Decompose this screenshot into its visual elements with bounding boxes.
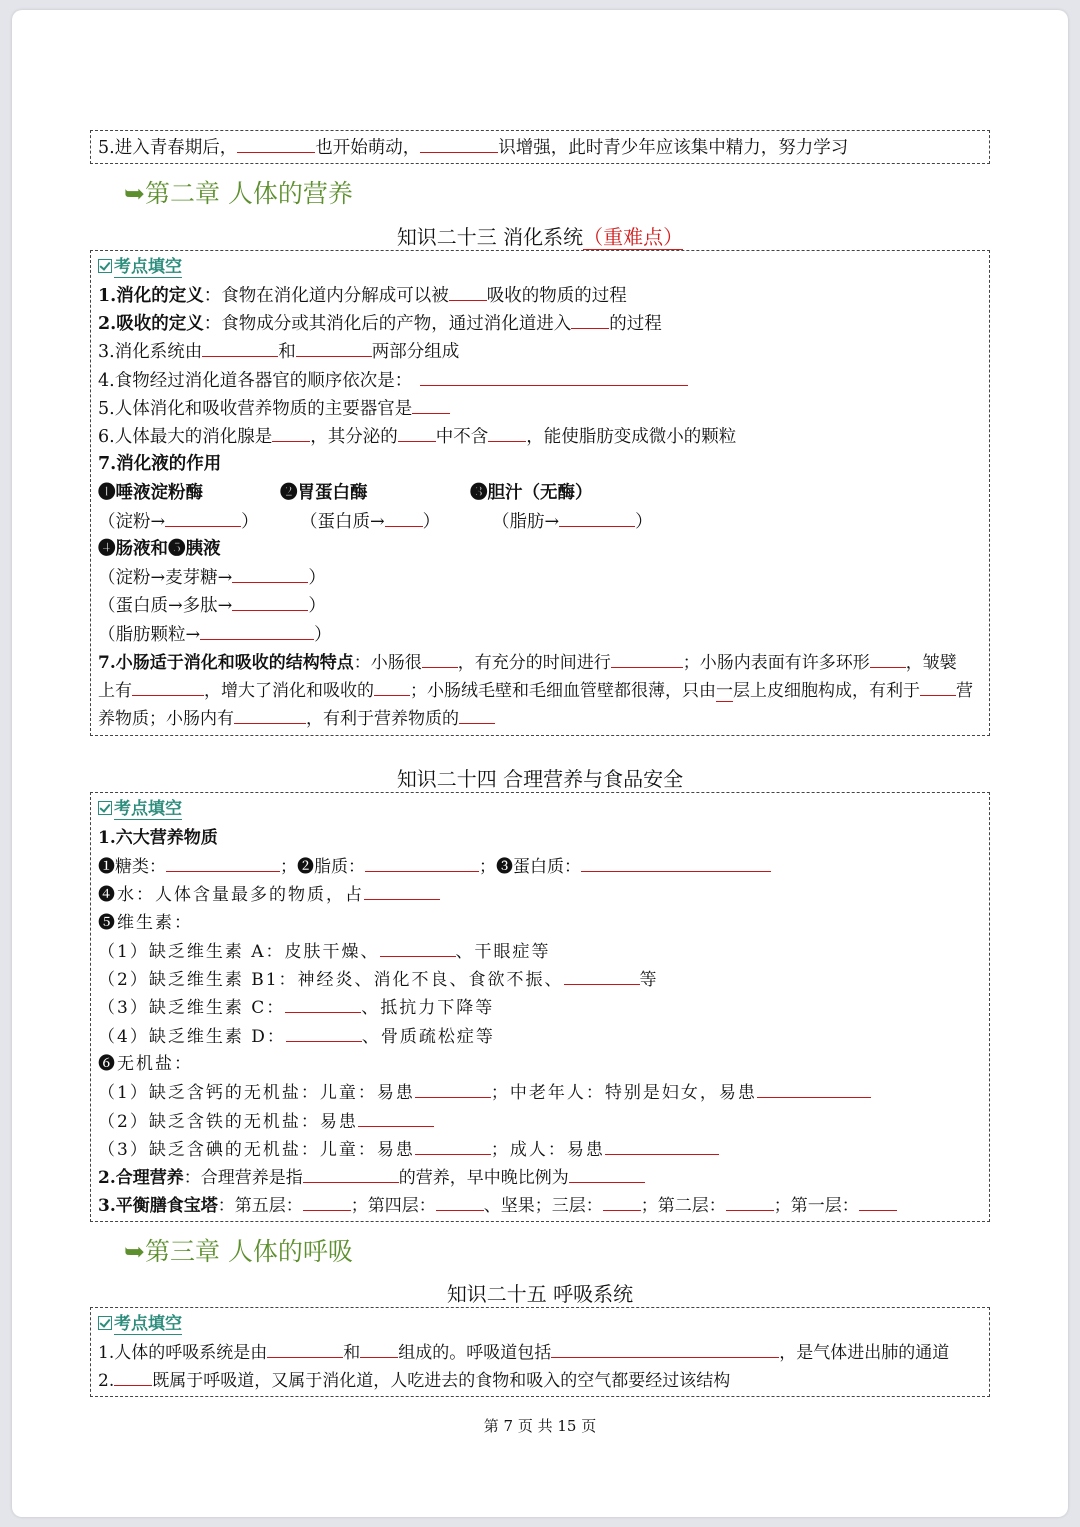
checkbox-icon: [98, 259, 112, 273]
blank[interactable]: [412, 394, 450, 414]
enzyme-45-line-2: （蛋白质→多肽→ ）: [98, 591, 326, 620]
arrow-icon: ➥: [124, 1237, 145, 1266]
kaodian-label: 考点填空: [98, 253, 182, 281]
enzyme-3-title: ❸胆汁（无酶）: [470, 483, 593, 503]
iron-line: （2）缺乏含铁的无机盐：易患: [98, 1107, 434, 1136]
blank[interactable]: [603, 1191, 641, 1211]
s24-line-1: 1.六大营养物质: [98, 828, 218, 848]
blank[interactable]: [232, 591, 308, 611]
blank[interactable]: [385, 507, 423, 527]
blank[interactable]: [569, 1163, 645, 1183]
s23-line-4: 4.食物经过消化道各器官的顺序依次是：: [98, 366, 688, 395]
blank[interactable]: [415, 1078, 491, 1098]
kaodian-label: 考点填空: [98, 795, 182, 823]
blank[interactable]: [272, 422, 310, 442]
enzyme-45-title: ❹肠液和❺胰液: [98, 539, 221, 559]
small-intestine-line-3: 养物质；小肠内有 ，有利于营养物质的: [98, 704, 495, 733]
blank[interactable]: [132, 676, 204, 696]
blank[interactable]: [286, 1022, 362, 1042]
blank[interactable]: [726, 1191, 774, 1211]
blank[interactable]: [166, 852, 280, 872]
blank[interactable]: [870, 648, 906, 668]
s24-line-3: ❹水：人体含量最多的物质，占: [98, 880, 440, 909]
kaodian-label: 考点填空: [98, 1310, 182, 1338]
puberty-line: 5.进入青春期后， 也开始萌动， 识增强，此时青少年应该集中精力，努力学习: [98, 133, 848, 162]
checkbox-icon: [98, 1316, 112, 1330]
chapter-2-heading: ➥第二章 人体的营养: [124, 179, 353, 208]
balanced-nutrition-line: 2.合理营养：合理营养是指 的营养，早中晚比例为: [98, 1163, 645, 1192]
blank[interactable]: [296, 337, 372, 357]
blank[interactable]: [200, 620, 314, 640]
s24-line-5: ❻无机盐：: [98, 1054, 193, 1074]
s23-line-3: 3.消化系统由 和 两部分组成: [98, 337, 459, 366]
blank[interactable]: [422, 648, 458, 668]
blank[interactable]: [571, 309, 609, 329]
enzyme-1-product: （淀粉→ ）: [98, 507, 259, 536]
enzyme-2-product: （蛋白质→ ）: [300, 507, 440, 536]
blank[interactable]: [237, 133, 315, 153]
blank[interactable]: [581, 852, 771, 872]
blank[interactable]: [303, 1191, 351, 1211]
calcium-line: （1）缺乏含钙的无机盐：儿童：易患 ；中老年人：特别是妇女，易患: [98, 1078, 871, 1107]
section-23-title: 知识二十三 消化系统（重难点）: [396, 225, 684, 249]
section-25-title: 知识二十五 呼吸系统: [446, 1282, 634, 1306]
blank[interactable]: [605, 1135, 719, 1155]
blank[interactable]: [449, 281, 487, 301]
enzyme-1-title: ❶唾液淀粉酶: [98, 483, 203, 503]
s23-line-2: 2.吸收的定义：食物成分或其消化后的产物，通过消化道进入 的过程: [98, 309, 662, 338]
chapter-3-heading: ➥第三章 人体的呼吸: [124, 1237, 353, 1266]
vitamin-b1-line: （2）缺乏维生素 B1：神经炎、消化不良、食欲不振、 等: [98, 965, 659, 994]
food-pyramid-line: 3.平衡膳食宝塔：第五层： ；第四层： 、坚果；三层： ；第二层： ；第一层：: [98, 1191, 897, 1220]
blank[interactable]: [358, 1107, 434, 1127]
s25-line-1: 1.人体的呼吸系统是由 和 组成的。呼吸道包括 ，是气体进出肺的通道: [98, 1338, 949, 1367]
blank[interactable]: [551, 1338, 779, 1358]
blank[interactable]: [488, 422, 526, 442]
enzyme-3-product: （脂肪→ ）: [492, 507, 653, 536]
enzyme-2-title: ❷胃蛋白酶: [280, 483, 368, 503]
vitamin-c-line: （3）缺乏维生素 C： 、抵抗力下降等: [98, 993, 494, 1022]
blank[interactable]: [398, 422, 436, 442]
vitamin-d-line: （4）缺乏维生素 D： 、骨质疏松症等: [98, 1022, 495, 1051]
s23-line-6: 6.人体最大的消化腺是 ，其分泌的 中不含 ，能使脂肪变成微小的颗粒: [98, 422, 736, 451]
arrow-icon: ➥: [124, 179, 145, 208]
small-intestine-line-1: 7.小肠适于消化和吸收的结构特点：小肠很 ，有充分的时间进行 ；小肠内表面有许多环形 ，皱襞: [98, 648, 957, 677]
blank[interactable]: [920, 676, 956, 696]
s25-line-2: 2. 既属于呼吸道，又属于消化道，人吃进去的食物和吸入的空气都要经过该结构: [98, 1366, 730, 1395]
blank[interactable]: [232, 563, 308, 583]
blank[interactable]: [234, 704, 306, 724]
vitamin-a-line: （1）缺乏维生素 A：皮肤干燥、 、干眼症等: [98, 937, 551, 966]
blank[interactable]: [267, 1338, 343, 1358]
s23-line-7: 7.消化液的作用: [98, 454, 222, 474]
s23-line-5: 5.人体消化和吸收营养物质的主要器官是: [98, 394, 450, 423]
blank[interactable]: [365, 852, 479, 872]
page-footer: 第 7 页 共 15 页: [483, 1417, 597, 1435]
s24-line-2: ❶糖类： ；❷脂质： ；❸蛋白质：: [98, 852, 771, 881]
blank[interactable]: [859, 1191, 897, 1211]
blank[interactable]: [420, 133, 498, 153]
section-24-title: 知识二十四 合理营养与食品安全: [396, 767, 684, 791]
blank[interactable]: [364, 880, 440, 900]
blank[interactable]: [374, 676, 410, 696]
blank[interactable]: [360, 1338, 398, 1358]
checkbox-icon: [98, 801, 112, 815]
enzyme-45-line-1: （淀粉→麦芽糖→ ）: [98, 563, 326, 592]
blank[interactable]: [559, 507, 635, 527]
blank[interactable]: [757, 1078, 871, 1098]
blank[interactable]: [380, 937, 456, 957]
iodine-line: （3）缺乏含碘的无机盐：儿童：易患 ；成人：易患: [98, 1135, 719, 1164]
key-point-tag: （重难点）: [583, 225, 684, 249]
enzyme-45-line-3: （脂肪颗粒→ ）: [98, 620, 332, 649]
blank[interactable]: [114, 1366, 152, 1386]
blank[interactable]: [611, 648, 683, 668]
blank[interactable]: [303, 1163, 399, 1183]
blank[interactable]: [564, 965, 640, 985]
small-intestine-line-2: 上有 ，增大了消化和吸收的 ；小肠绒毛壁和毛细血管壁都很薄，只由一层上皮细胞构成，有利于 营: [98, 676, 973, 705]
blank[interactable]: [285, 993, 361, 1013]
blank[interactable]: [165, 507, 241, 527]
blank[interactable]: [459, 704, 495, 724]
blank[interactable]: [420, 366, 688, 386]
blank[interactable]: [202, 337, 278, 357]
s23-line-1: 1.消化的定义：食物在消化道内分解成可以被 吸收的物质的过程: [98, 281, 627, 310]
s24-line-4: ❺维生素：: [98, 913, 193, 933]
blank[interactable]: [415, 1135, 491, 1155]
blank[interactable]: [436, 1191, 484, 1211]
